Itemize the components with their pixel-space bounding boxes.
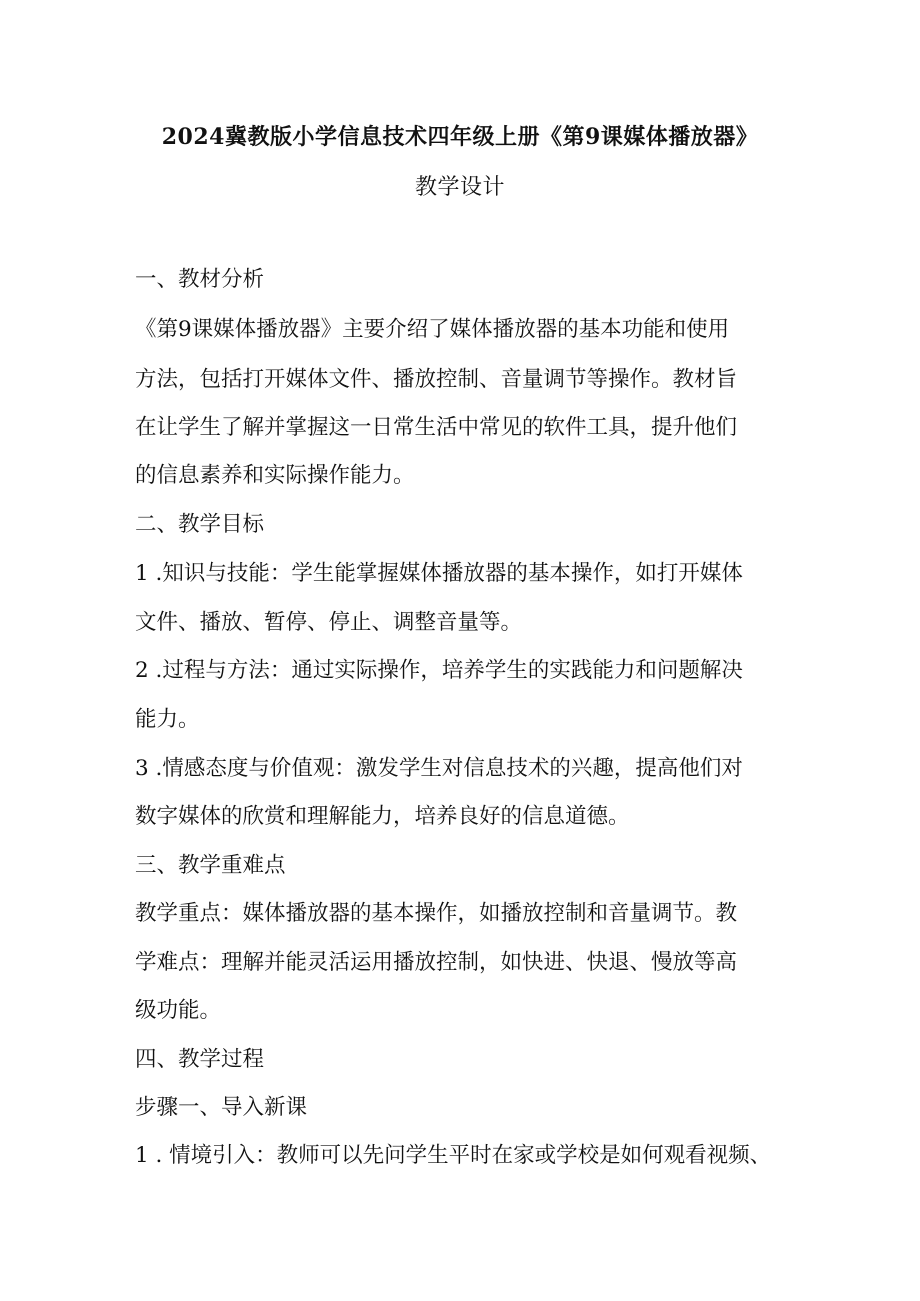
paragraph-line: 在让学生了解并掌握这一日常生活中常见的软件工具，提升他们: [135, 415, 738, 440]
paragraph-line: 《第9课媒体播放器》主要介绍了媒体播放器的基本功能和使用: [135, 317, 730, 342]
paragraph-line: 方法，包括打开媒体文件、播放控制、音量调节等操作。教材旨: [135, 367, 738, 392]
paragraph-line: 2 .过程与方法：通过实际操作，培养学生的实践能力和问题解决: [135, 658, 743, 683]
paragraph-line: 学难点：理解并能灵活运用播放控制，如快进、快退、慢放等高: [135, 950, 738, 975]
paragraph-line: 教学重点：媒体播放器的基本操作，如播放控制和音量调节。教: [135, 901, 738, 926]
paragraph-line: 级功能。: [135, 998, 222, 1023]
section-heading-keypoints: 三、教学重难点: [135, 853, 286, 878]
paragraph-line: 3 .情感态度与价值观：激发学生对信息技术的兴趣，提高他们对: [135, 756, 743, 781]
document-title: 2024冀教版小学信息技术四年级上册《第9课媒体播放器》: [161, 124, 759, 150]
section-heading-process: 四、教学过程: [135, 1047, 265, 1072]
paragraph-line: 1 . 情境引入：教师可以先问学生平时在家或学校是如何观看视频、: [135, 1143, 772, 1168]
section-heading-goals: 二、教学目标: [135, 512, 265, 537]
paragraph-line: 能力。: [135, 707, 200, 732]
paragraph-line: 1 .知识与技能：学生能掌握媒体播放器的基本操作，如打开媒体: [135, 561, 743, 586]
paragraph-line: 的信息素养和实际操作能力。: [135, 463, 415, 488]
document-subtitle: 教学设计: [414, 175, 505, 200]
subsection-heading: 步骤一、导入新课: [135, 1095, 308, 1120]
paragraph-line: 文件、播放、暂停、停止、调整音量等。: [135, 610, 523, 635]
paragraph-line: 数字媒体的欣赏和理解能力，培养良好的信息道德。: [135, 804, 630, 829]
section-heading-analysis: 一、教材分析: [135, 267, 265, 292]
